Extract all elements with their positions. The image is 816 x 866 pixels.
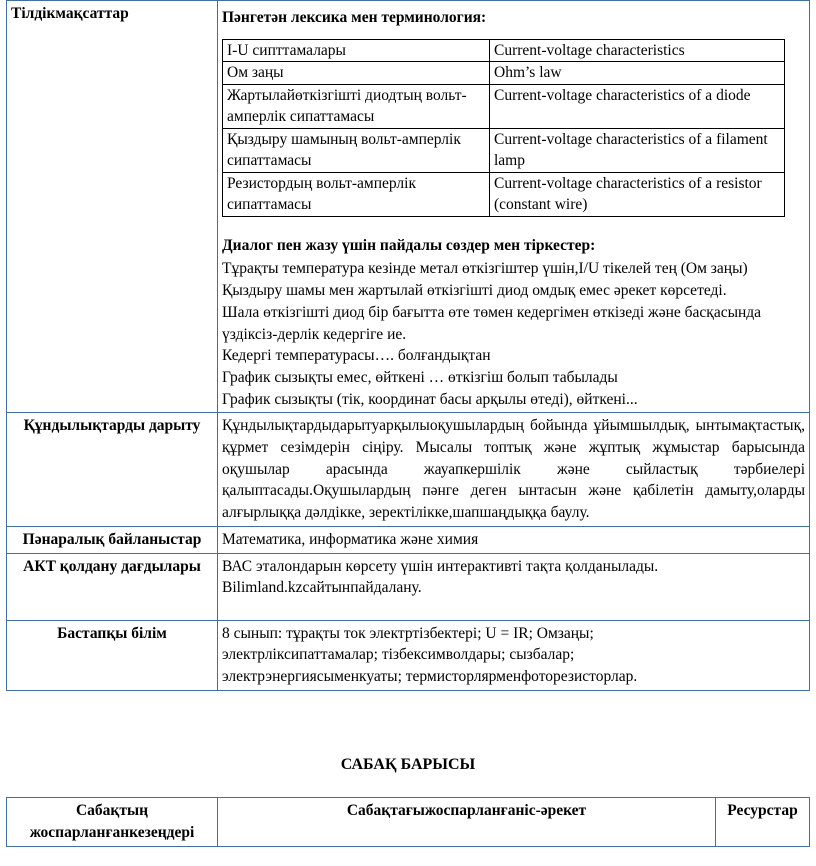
terms-row	[223, 84, 785, 128]
phrase-item: Кедергі температурасы…. болғандықтан	[222, 347, 491, 365]
row-ict-skills	[7, 553, 810, 620]
ict-line: ВАС эталондарын көрсету үшін интерактивті тақта қолданылады.	[222, 557, 659, 575]
term-english: Current-voltage characteristics of a resistor (constant wire)	[490, 172, 785, 216]
prior-line: электрліксипаттамалар; тізбексимволдары; сызбалар;	[222, 646, 575, 664]
section-title: САБАҚ БАРЫСЫ	[340, 756, 476, 773]
prior-line: электрэнергиясыменкуаты; термисторлярменфоторезисторлар.	[222, 667, 638, 685]
prior-knowledge-text	[218, 620, 810, 690]
term-english: Current-voltage characteristics of a filament lamp	[490, 128, 785, 172]
term-kazakh: Резистордың вольт-амперлік сипаттамасы	[223, 172, 490, 216]
lesson-flow-header-row	[7, 798, 810, 847]
terms-row	[223, 172, 785, 216]
values-label: Құндылықтарды дарыту	[7, 413, 218, 527]
row-cross-curricular	[7, 526, 810, 553]
term-kazakh: I-U сипттамалары	[223, 39, 490, 62]
term-kazakh: Жартылайөткізгішті диодтың вольт-амперлік сипаттамасы	[223, 84, 490, 128]
term-english: Current-voltage characteristics	[490, 39, 785, 62]
row-prior-knowledge	[7, 620, 810, 690]
lesson-stages-header: Сабақтың жоспарланғанкезеңдері	[7, 798, 218, 847]
ict-line: Bilimland.kzсайтынпайдалану.	[222, 579, 422, 597]
lesson-flow-table	[6, 797, 810, 847]
language-objectives-label: Тілдікмақсаттар	[7, 1, 218, 413]
terms-row	[223, 39, 785, 62]
term-kazakh: Ом заңы	[223, 62, 490, 85]
phrases-list	[222, 258, 805, 410]
values-text: Құндылықтардыдарытуарқылыоқушылардың бойында ұйымшылдық, ынтымақтастық, құрмет сезімдерін сіңіру. Мысалы топтық және жұптық жұмыстар барысында оқушылар арасында жауапкершілік және сыйластық тәрбиелері қалыптасады.Оқушылардың пәнге деген ынтасын және қабілетін дамыту,оларды алғырлыққа дәлдікке, зеректілікке,шапшаңдыққа баулу.	[218, 413, 810, 527]
cross-curricular-label: Пәнаралық байланыстар	[7, 526, 218, 553]
term-english: Ohm’s law	[490, 62, 785, 85]
phrases-heading: Диалог пен жазу үшін пайдалы сөздер мен тіркестер:	[222, 236, 596, 254]
phrase-item: Қыздыру шамы мен жартылай өткізгішті диод омдық емес әрекет көрсетеді.	[222, 282, 727, 300]
term-kazakh: Қыздыру шамының вольт-амперлік сипаттамасы	[223, 128, 490, 172]
cross-curricular-text: Математика, информатика және химия	[218, 526, 810, 553]
prior-line: 8 сынып: тұрақты ток электртізбектері; U = IR; Омзаңы;	[222, 624, 594, 642]
planned-activity-header: Сабақтағыжоспарланғаніс-әрекет	[218, 798, 716, 847]
lesson-plan-table	[6, 0, 810, 691]
terms-row	[223, 62, 785, 85]
terms-heading: Пәнгетән лексика мен терминология:	[222, 9, 487, 26]
term-english: Current-voltage characteristics of a diode	[490, 84, 785, 128]
resources-header: Ресурстар	[716, 798, 810, 847]
row-language-objectives	[7, 1, 810, 413]
phrase-item: График сызықты (тік, координат басы арқылы өтеді), өйткені...	[222, 390, 638, 408]
ict-skills-text	[218, 553, 810, 620]
phrase-item: График сызықты емес, өйткені … өткізгіш болып табылады	[222, 368, 618, 386]
phrase-item: Шала өткізгішті диод бір бағытта өте төмен кедергімен өткізеді және басқасында үздіксіз-дерлік кедергіге ие.	[222, 303, 762, 343]
terms-table	[222, 39, 785, 217]
prior-knowledge-label: Бастапқы білім	[7, 620, 218, 690]
terms-row	[223, 128, 785, 172]
language-objectives-content	[218, 1, 810, 413]
ict-skills-label: АКТ қолдану дағдылары	[7, 553, 218, 620]
row-values	[7, 413, 810, 527]
phrase-item: Тұрақты температура кезінде метал өткізгіштер үшін,I/U тікелей тең (Ом заңы)	[222, 260, 748, 278]
